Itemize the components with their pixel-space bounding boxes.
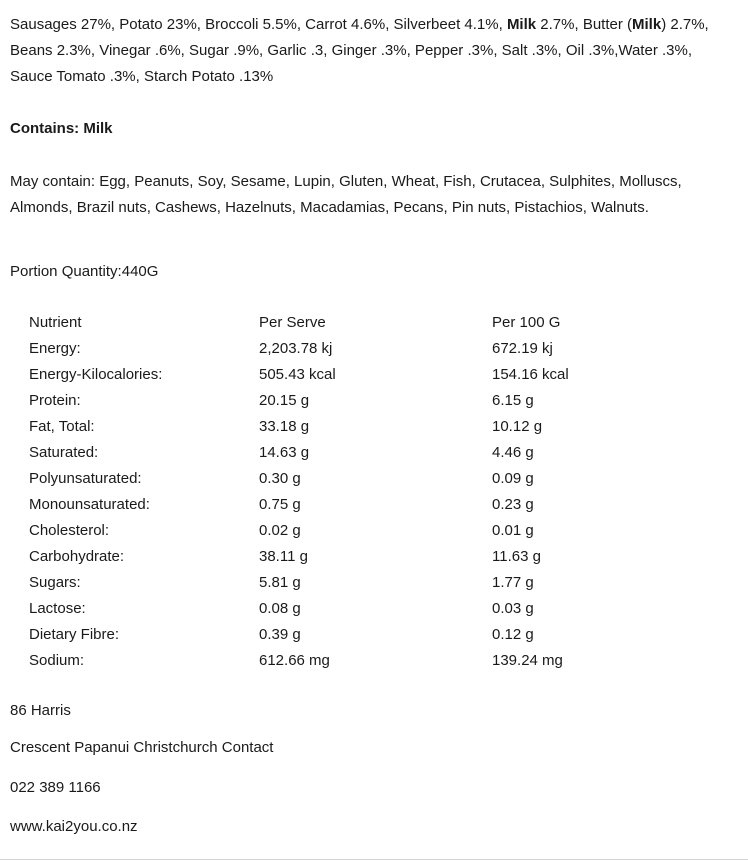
nutrition-row <box>10 544 738 570</box>
per-serve-column-header: Per Serve <box>259 314 326 331</box>
nutrition-row <box>10 648 738 674</box>
nutrient-name: Fat, Total: <box>29 418 95 435</box>
per-serve-value: 0.30 g <box>259 470 301 487</box>
per-serve-value: 0.75 g <box>259 496 301 513</box>
per-serve-value: 0.39 g <box>259 626 301 643</box>
per-serve-value: 14.63 g <box>259 444 310 461</box>
per-100g-value: 0.03 g <box>492 600 534 617</box>
per-serve-value: 0.02 g <box>259 522 301 539</box>
nutrition-table-body <box>10 336 738 674</box>
per-100g-column-header: Per 100 G <box>492 314 561 331</box>
nutrition-row <box>10 362 738 388</box>
ingredient-allergen-bold: Milk <box>632 16 662 33</box>
per-100g-value: 139.24 mg <box>492 652 563 669</box>
address-line-2: Crescent Papanui Christchurch Contact <box>10 739 274 756</box>
ingredient-text: 2.7%, Butter ( <box>536 16 632 33</box>
contains-statement: Contains: Milk <box>10 120 113 137</box>
nutrition-table <box>10 310 738 674</box>
nutrition-row <box>10 336 738 362</box>
portion-quantity: Portion Quantity:440G <box>10 263 159 280</box>
per-100g-value: 6.15 g <box>492 392 534 409</box>
per-100g-value: 11.63 g <box>492 548 541 565</box>
nutrition-row <box>10 440 738 466</box>
ingredient-text: ) 2.7%, Beans 2.3%, Vinegar .6%, Sugar .9%, Garlic .3, Ginger .3%, Pepper .3%, Salt .3%, Oil .3%,Water .3%, Sauce Tomato .3%, Starch Potato .13% <box>10 16 709 85</box>
ingredients-paragraph <box>10 12 738 90</box>
nutrient-name: Energy-Kilocalories: <box>29 366 163 383</box>
nutrient-name: Monounsaturated: <box>29 496 150 513</box>
per-100g-value: 0.01 g <box>492 522 534 539</box>
may-contain-statement: May contain: Egg, Peanuts, Soy, Sesame, Lupin, Gluten, Wheat, Fish, Crutacea, Sulphites, Molluscs, Almonds, Brazil nuts, Cashews, Hazelnuts, Macadamias, Pecans, Pin nuts, Pistachios, Walnuts. <box>10 173 682 216</box>
bottom-divider <box>0 859 748 860</box>
nutrition-row <box>10 622 738 648</box>
phone-number: 022 389 1166 <box>10 779 101 796</box>
per-100g-value: 672.19 kj <box>492 340 553 357</box>
address-line-1: 86 Harris <box>10 702 71 719</box>
nutrition-row <box>10 414 738 440</box>
nutrient-name: Sodium: <box>29 652 85 669</box>
nutrition-row <box>10 518 738 544</box>
nutrient-name: Cholesterol: <box>29 522 110 539</box>
per-serve-value: 38.11 g <box>259 548 308 565</box>
nutrient-name: Sugars: <box>29 574 81 591</box>
nutrient-name: Energy: <box>29 340 81 357</box>
nutrient-name: Polyunsaturated: <box>29 470 142 487</box>
nutrition-row <box>10 492 738 518</box>
nutrition-row <box>10 596 738 622</box>
nutrient-name: Saturated: <box>29 444 99 461</box>
per-serve-value: 5.81 g <box>259 574 301 591</box>
nutrition-row <box>10 466 738 492</box>
nutrient-name: Carbohydrate: <box>29 548 125 565</box>
per-100g-value: 10.12 g <box>492 418 543 435</box>
per-100g-value: 4.46 g <box>492 444 534 461</box>
per-serve-value: 33.18 g <box>259 418 310 435</box>
per-serve-value: 612.66 mg <box>259 652 330 669</box>
ingredient-text: Sausages 27%, Potato 23%, Broccoli 5.5%, Carrot 4.6%, Silverbeet 4.1%, <box>10 16 507 33</box>
nutrition-header-row <box>10 310 738 336</box>
per-serve-value: 505.43 kcal <box>259 366 336 383</box>
per-100g-value: 0.09 g <box>492 470 534 487</box>
per-serve-value: 0.08 g <box>259 600 301 617</box>
nutrient-column-header: Nutrient <box>29 314 82 331</box>
website-url: www.kai2you.co.nz <box>10 818 138 835</box>
per-serve-value: 20.15 g <box>259 392 310 409</box>
nutrient-name: Protein: <box>29 392 81 409</box>
per-100g-value: 154.16 kcal <box>492 366 569 383</box>
label-document <box>0 12 748 840</box>
nutrient-name: Dietary Fibre: <box>29 626 120 643</box>
per-serve-value: 2,203.78 kj <box>259 340 333 357</box>
nutrition-row <box>10 570 738 596</box>
ingredient-allergen-bold: Milk <box>506 16 537 33</box>
nutrition-row <box>10 388 738 414</box>
nutrient-name: Lactose: <box>29 600 86 617</box>
per-100g-value: 0.12 g <box>492 626 534 643</box>
per-100g-value: 0.23 g <box>492 496 534 513</box>
per-100g-value: 1.77 g <box>492 574 534 591</box>
